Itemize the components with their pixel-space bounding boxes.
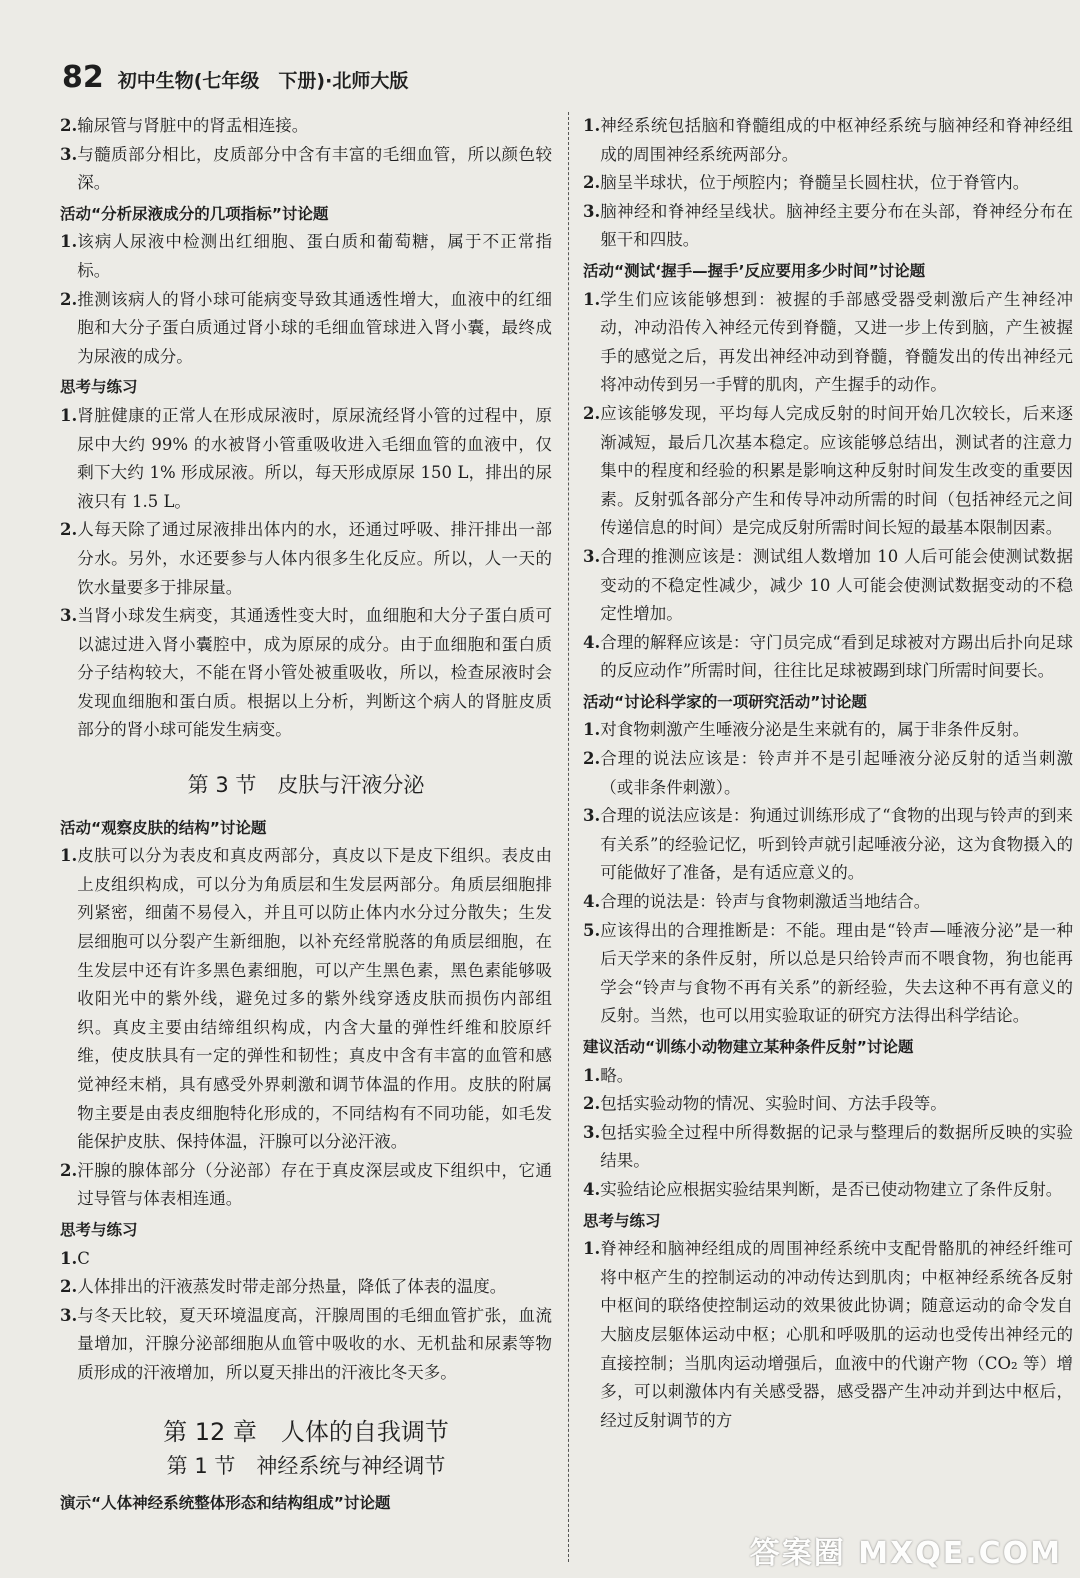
answer-list	[60, 112, 552, 198]
item-number: 3.	[60, 606, 78, 626]
item-number: 2.	[60, 1160, 78, 1180]
activity-heading: 活动“讨论科学家的一项研究活动”讨论题	[583, 692, 867, 711]
answer-item	[583, 198, 1073, 255]
item-number: 1.	[583, 116, 601, 135]
item-text: 神经系统包括脑和脊髓组成的中枢神经系统与脑神经和脊神经组成的周围神经系统两部分。	[600, 116, 1073, 164]
item-text: C	[77, 1248, 90, 1268]
answer-item	[583, 745, 1073, 802]
item-text: 输尿管与肾脏中的肾盂相连接。	[77, 116, 309, 135]
item-number: 2.	[60, 520, 78, 540]
exercise-heading: 思考与练习	[60, 378, 138, 397]
left-column	[60, 112, 552, 1517]
answer-list	[60, 1245, 552, 1388]
column-divider	[568, 112, 569, 1562]
section-title: 第 3 节 皮肤与汗液分泌	[187, 773, 425, 798]
item-text: 实验结论应根据实验结果判断，是否已使动物建立了条件反射。	[600, 1179, 1063, 1199]
answer-item	[583, 1062, 1073, 1091]
item-number: 3.	[60, 1305, 78, 1325]
item-number: 1.	[60, 405, 78, 425]
item-text: 合理的说法应该是：铃声并不是引起唾液分泌反射的适当刺激（或非条件刺激）。	[600, 749, 1073, 797]
item-text: 略。	[600, 1065, 634, 1085]
answer-item	[583, 169, 1073, 198]
item-number: 3.	[583, 546, 601, 566]
page-header	[62, 60, 408, 95]
item-text: 合理的说法应该是：狗通过训练形成了“食物的出现与铃声的到来有关系”的经验记忆，听到铃声就引起唾液分泌，这为食物摄入的可能做好了准备，是有适应意义的。	[600, 806, 1073, 883]
answer-item	[583, 400, 1073, 543]
item-text: 皮肤可以分为表皮和真皮两部分，真皮以下是皮下组织。表皮由上皮组织构成，可以分为角质层和生发层两部分。角质层细胞排列紧密，细菌不易侵入，并且可以防止体内水分过分散失；生发层细胞可以分裂产生新细胞，以补充经常脱落的角质层细胞，在生发层中还有许多黑色素细胞，可以产生黑色素，黑色素能够吸收阳光中的紫外线，避免过多的紫外线穿透皮肤而损伤内部组织。真皮主要由结缔组织构成，内含大量的弹性纤维和胶原纤维，使皮肤具有一定的弹性和韧性；真皮中含有丰富的血管和感觉神经末梢，具有感受外界刺激和调节体温的作用。皮肤的附属物主要是由表皮细胞特化形成的，不同结构有不同功能，如毛发能保护皮肤、保持体温，汗腺可以分泌汗液。	[77, 846, 552, 1152]
activity-heading: 活动“分析尿液成分的几项指标”讨论题	[60, 204, 329, 223]
answer-item	[60, 112, 552, 141]
item-text: 对食物刺激产生唾液分泌是生来就有的，属于非条件反射。	[600, 720, 1030, 740]
answer-item	[583, 888, 1073, 917]
item-number: 4.	[583, 892, 601, 912]
answer-list	[60, 402, 552, 745]
item-text: 合理的说法是：铃声与食物刺激适当地结合。	[600, 892, 931, 912]
item-text: 合理的推测应该是：测试组人数增加 10 人后可能会使测试数据变动的不稳定性减少，减少 10 人可能会使测试数据变动的不稳定性增加。	[600, 546, 1073, 624]
demo-heading: 演示“人体神经系统整体形态和结构组成”讨论题	[60, 1493, 391, 1512]
item-number: 1.	[583, 1065, 601, 1085]
item-text: 汗腺的腺体部分（分泌部）存在于真皮深层或皮下组织中，它通过导管与体表相连通。	[77, 1160, 552, 1209]
answer-item	[60, 1157, 552, 1214]
item-number: 1.	[60, 232, 78, 252]
answer-item	[583, 917, 1073, 1031]
answer-item	[583, 543, 1073, 629]
answer-item	[583, 1176, 1073, 1205]
item-number: 2.	[60, 289, 78, 309]
answer-item	[60, 842, 552, 1157]
answer-item	[583, 802, 1073, 888]
item-number: 1.	[60, 1248, 78, 1268]
page-number: 82	[62, 60, 104, 95]
item-number: 1.	[60, 846, 78, 866]
item-text: 包括实验动物的情况、实验时间、方法手段等。	[600, 1094, 947, 1114]
item-number: 2.	[583, 1094, 601, 1114]
item-text: 脑呈半球状，位于颅腔内；脊髓呈长圆柱状，位于脊管内。	[600, 173, 1030, 193]
item-number: 2.	[583, 403, 601, 423]
item-text: 合理的解释应该是：守门员完成“看到足球被对方踢出后扑向足球的反应动作”所需时间，往往比足球被踢到球门所需时间要长。	[600, 632, 1073, 681]
item-text: 学生们应该能够想到：被握的手部感受器受刺激后产生神经冲动，冲动沿传入神经元传到脊髓，又进一步上传到脑，产生被握手的感觉之后，再发出神经冲动到脊髓，脊髓发出的传出神经元将冲动传到另一手臂的肌肉，产生握手的动作。	[600, 289, 1073, 395]
activity-heading: 建议活动“训练小动物建立某种条件反射”讨论题	[583, 1038, 914, 1056]
item-text: 包括实验全过程中所得数据的记录与整理后的数据所反映的实验结果。	[600, 1122, 1073, 1171]
item-number: 2.	[60, 1277, 78, 1297]
item-number: 3.	[583, 1122, 601, 1142]
exercise-heading: 思考与练习	[60, 1220, 138, 1239]
answer-item	[60, 1302, 552, 1388]
item-number: 4.	[583, 632, 601, 652]
item-number: 3.	[583, 806, 601, 826]
answer-list	[60, 842, 552, 1214]
answer-item	[60, 141, 552, 198]
activity-heading: 活动“测试‘握手—握手’反应要用多少时间”讨论题	[583, 261, 926, 280]
item-number: 2.	[60, 116, 78, 135]
item-number: 2.	[583, 173, 601, 193]
answer-item	[583, 1090, 1073, 1119]
item-text: 人体排出的汗液蒸发时带走部分热量，降低了体表的温度。	[77, 1277, 507, 1297]
answer-item	[583, 629, 1073, 686]
item-number: 1.	[583, 720, 601, 740]
item-text: 人每天除了通过尿液排出体内的水，还通过呼吸、排汗排出一部分水。另外，水还要参与人体内很多生化反应。所以，人一天的饮水量要多于排尿量。	[77, 520, 552, 597]
book-title: 初中生物(七年级 下册)·北师大版	[117, 70, 409, 92]
right-column	[583, 112, 1073, 1435]
item-number: 1.	[583, 289, 601, 309]
item-text: 与髓质部分相比，皮质部分中含有丰富的毛细血管，所以颜色较深。	[77, 144, 552, 193]
answer-item	[583, 1235, 1073, 1435]
answer-item	[583, 716, 1073, 745]
answer-list	[583, 716, 1073, 1031]
section-title: 第 1 节 神经系统与神经调节	[166, 1454, 446, 1479]
answer-item	[60, 1245, 552, 1274]
answer-list	[583, 286, 1073, 686]
item-text: 应该能够发现，平均每人完成反射的时间开始几次较长，后来逐渐减短，最后几次基本稳定。应该能够总结出，测试者的注意力集中的程度和经验的积累是影响这种反射时间发生改变的重要因素。反射弧各部分产生和传导冲动所需的时间（包括神经元之间传递信息的时间）是完成反射所需时间长短的最基本限制因素。	[600, 403, 1073, 538]
activity-heading: 活动“观察皮肤的结构”讨论题	[60, 818, 267, 837]
watermark-logo: 答案圈 MXQE.COM	[749, 1536, 1062, 1571]
item-number: 3.	[60, 144, 78, 164]
item-number: 1.	[583, 1239, 601, 1259]
item-number: 3.	[583, 201, 601, 221]
answer-item	[583, 1119, 1073, 1176]
answer-item	[583, 112, 1073, 169]
answer-item	[60, 286, 552, 372]
item-number: 4.	[583, 1179, 601, 1199]
answer-item	[60, 228, 552, 285]
item-text: 应该得出的合理推断是：不能。理由是“铃声—唾液分泌”是一种后天学来的条件反射，所以总是只给铃声而不喂食物，狗也能再学会“铃声与食物不再有关系”的新经验，失去这种不再有意义的反射。当然，也可以用实验取证的研究方法得出科学结论。	[600, 920, 1073, 1026]
item-text: 该病人尿液中检测出红细胞、蛋白质和葡萄糖，属于不正常指标。	[77, 232, 552, 280]
answer-item	[60, 516, 552, 602]
answer-item	[583, 286, 1073, 400]
item-number: 5.	[583, 920, 601, 940]
chapter-title: 第 12 章 人体的自我调节	[163, 1417, 449, 1446]
item-number: 2.	[583, 749, 601, 769]
item-text: 脑神经和脊神经呈线状。脑神经主要分布在头部，脊神经分布在躯干和四肢。	[600, 201, 1073, 250]
answer-list	[583, 1235, 1073, 1435]
item-text: 与冬天比较，夏天环境温度高，汗腺周围的毛细血管扩张，血流量增加，汗腺分泌部细胞从血管中吸收的水、无机盐和尿素等物质形成的汗液增加，所以夏天排出的汗液比冬天多。	[77, 1305, 552, 1382]
answer-list	[583, 112, 1073, 255]
item-text: 当肾小球发生病变，其通透性变大时，血细胞和大分子蛋白质可以滤过进入肾小囊腔中，成为原尿的成分。由于血细胞和蛋白质分子结构较大，不能在肾小管处被重吸收，所以，检查尿液时会发现血细胞和蛋白质。根据以上分析，判断这个病人的肾脏皮质部分的肾小球可能发生病变。	[77, 606, 552, 740]
item-text: 脊神经和脑神经组成的周围神经系统中支配骨骼肌的神经纤维可将中枢产生的控制运动的冲动传达到肌肉；中枢神经系统各反射中枢间的联络使控制运动的效果彼此协调；随意运动的命令发自大脑皮层躯体运动中枢；心肌和呼吸肌的运动也受传出神经元的直接控制；当肌肉运动增强后，血液中的代谢产物（CO₂ 等）增多，可以刺激体内有关感受器，感受器产生冲动并到达中枢后，经过反射调节的方	[600, 1239, 1073, 1430]
item-text: 肾脏健康的正常人在形成尿液时，原尿流经肾小管的过程中，原尿中大约 99% 的水被肾小管重吸收进入毛细血管的血液中，仅剩下大约 1% 形成尿液。所以，每天形成原尿 150 L，排出的尿液只有 1.5 L。	[77, 405, 552, 511]
answer-item	[60, 1273, 552, 1302]
answer-list	[583, 1062, 1073, 1205]
item-text: 推测该病人的肾小球可能病变导致其通透性增大，血液中的红细胞和大分子蛋白质通过肾小球的毛细血管球进入肾小囊，最终成为尿液的成分。	[77, 289, 552, 366]
answer-item	[60, 402, 552, 516]
answer-list	[60, 228, 552, 371]
answer-item	[60, 602, 552, 745]
exercise-heading: 思考与练习	[583, 1211, 661, 1230]
